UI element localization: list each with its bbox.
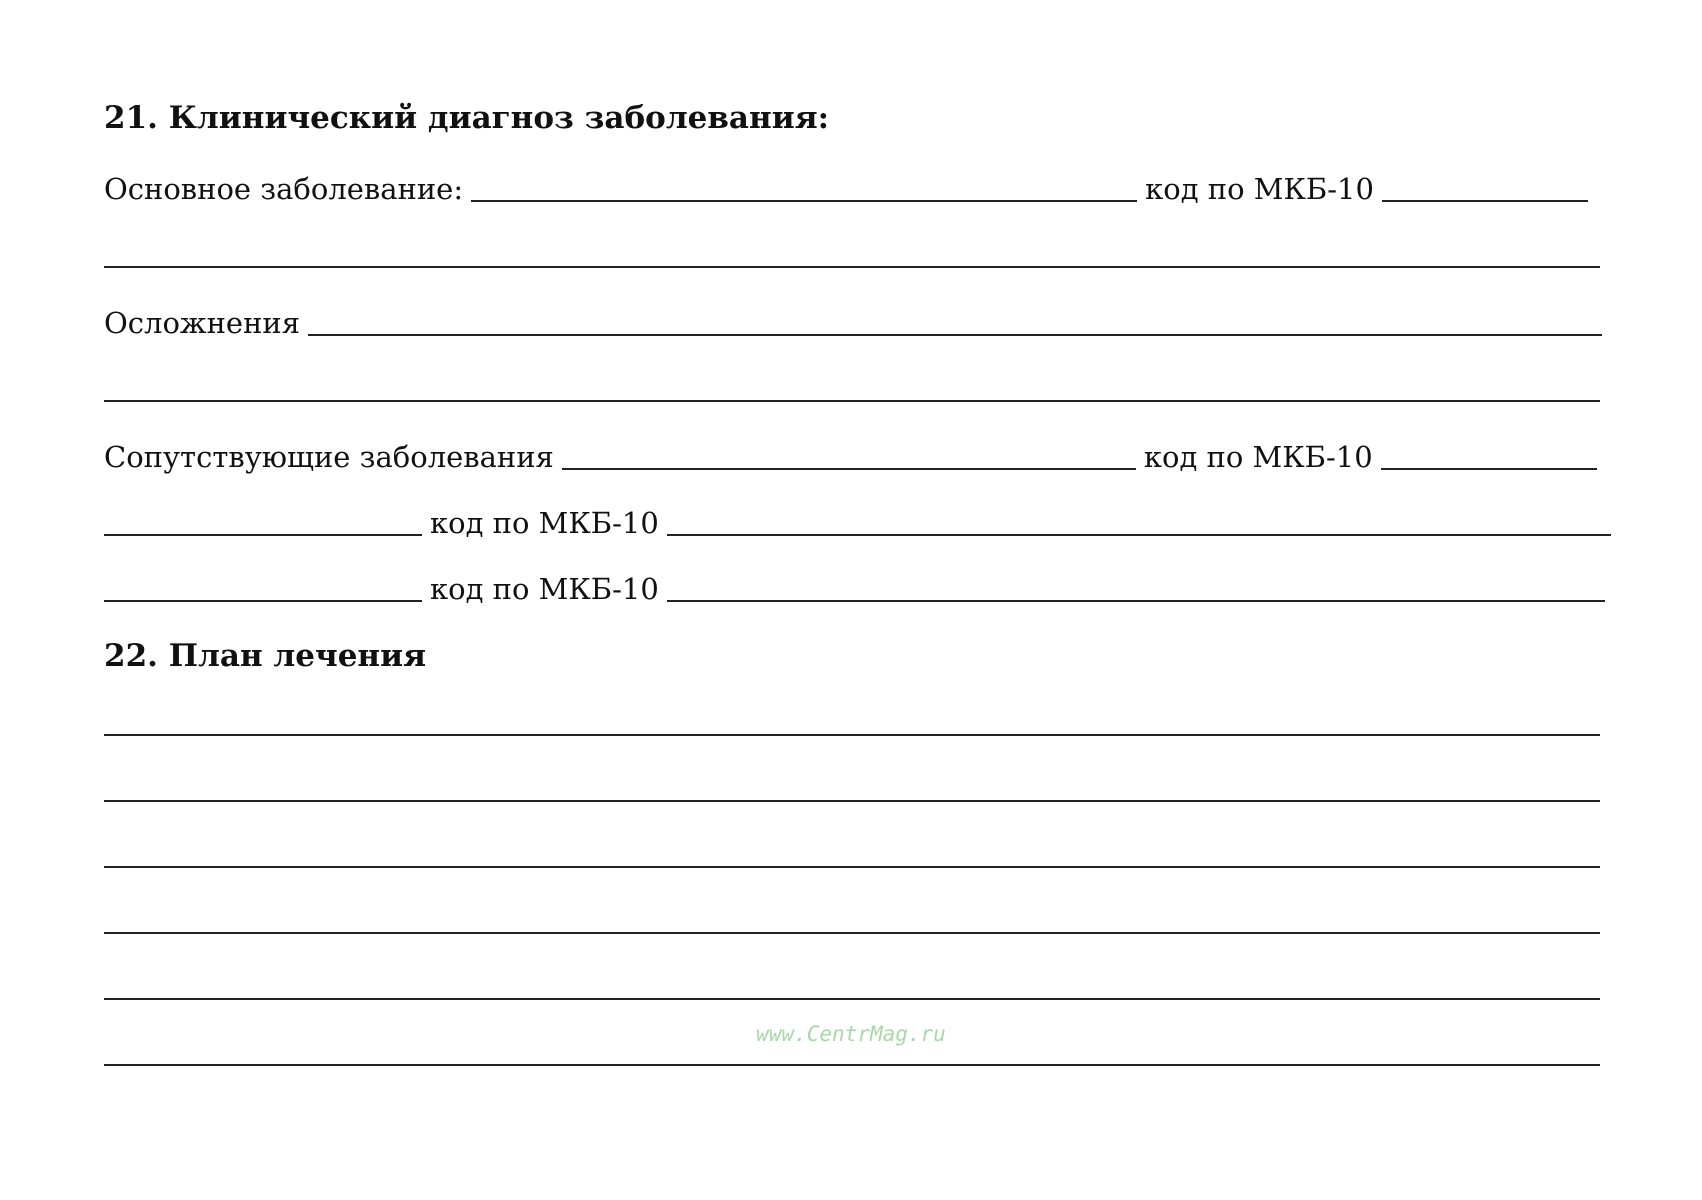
section-22-heading: 22. План лечения: [104, 638, 427, 674]
main-disease-field[interactable]: [471, 200, 1137, 202]
icd-code-extra-field-2[interactable]: [667, 600, 1605, 602]
concomitant-row: [104, 434, 1604, 478]
treatment-plan-row: [104, 898, 1604, 942]
main-disease-row: [104, 166, 1604, 210]
treatment-plan-field[interactable]: [104, 932, 1600, 934]
icd-label-extra-2: код по МКБ-10: [430, 572, 659, 606]
treatment-plan-field[interactable]: [104, 1064, 1600, 1066]
main-disease-continuation-field[interactable]: [104, 266, 1600, 268]
complications-continuation-row: [104, 366, 1604, 410]
complications-field[interactable]: [308, 334, 1602, 336]
section-21-heading-row: [104, 96, 1604, 140]
treatment-plan-field[interactable]: [104, 734, 1600, 736]
concomitant-label: Сопутствующие заболевания: [104, 440, 554, 474]
main-disease-label: Основное заболевание:: [104, 172, 464, 206]
complications-label: Осложнения: [104, 306, 301, 340]
concomitant-extra-row-1: [104, 500, 1604, 544]
treatment-plan-field[interactable]: [104, 998, 1600, 1000]
treatment-plan-row: [104, 964, 1604, 1008]
complications-row: [104, 300, 1604, 344]
concomitant-extra-field-2[interactable]: [104, 600, 422, 602]
icd-label-main: код по МКБ-10: [1145, 172, 1374, 206]
main-disease-continuation-row: [104, 232, 1604, 276]
treatment-plan-row: [104, 700, 1604, 744]
concomitant-field[interactable]: [562, 468, 1136, 470]
icd-label-concomitant: код по МКБ-10: [1143, 440, 1373, 474]
section-22-heading-row: [104, 634, 1604, 678]
concomitant-extra-row-2: [104, 566, 1604, 610]
concomitant-extra-field-1[interactable]: [104, 534, 422, 536]
section-21-heading: 21. Клинический диагноз заболевания:: [104, 100, 830, 136]
icd-code-main-field[interactable]: [1382, 200, 1588, 202]
icd-code-extra-field-1[interactable]: [667, 534, 1611, 536]
treatment-plan-row: [104, 766, 1604, 810]
treatment-plan-field[interactable]: [104, 800, 1600, 802]
icd-label-extra-1: код по МКБ-10: [430, 506, 659, 540]
treatment-plan-field[interactable]: [104, 866, 1600, 868]
treatment-plan-row: [104, 832, 1604, 876]
icd-code-concomitant-field[interactable]: [1381, 468, 1597, 470]
watermark: www.CentrMag.ru: [756, 1022, 946, 1046]
complications-continuation-field[interactable]: [104, 400, 1600, 402]
